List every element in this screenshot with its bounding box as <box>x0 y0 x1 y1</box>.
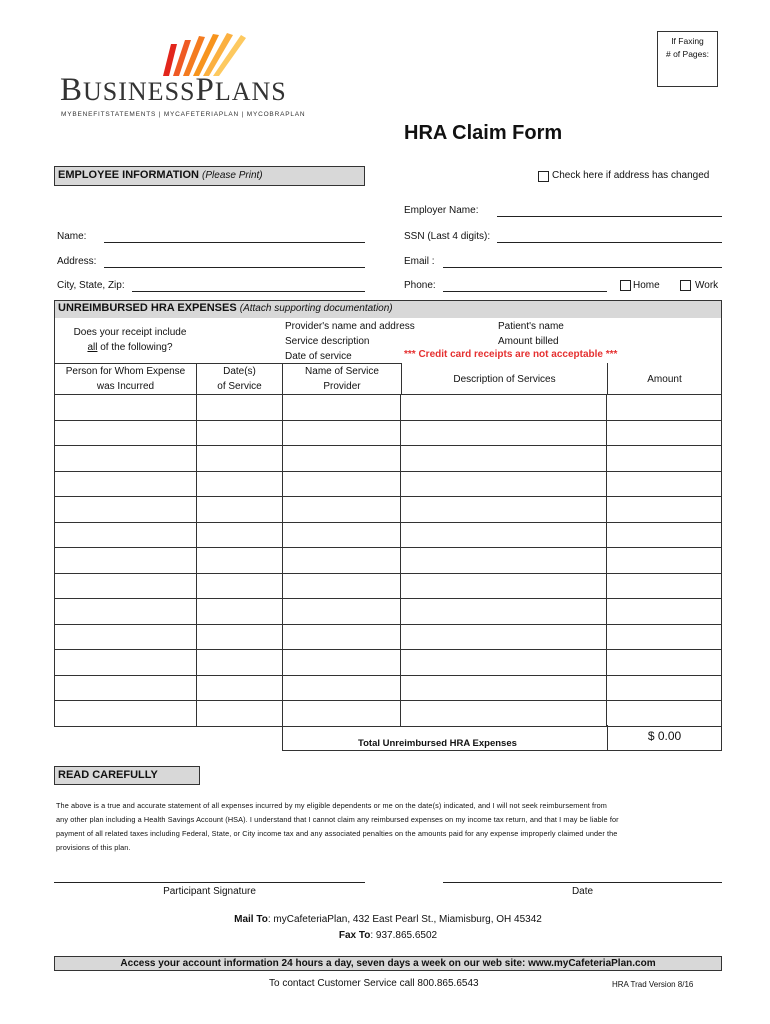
col-dates-line1: Date(s) <box>223 366 256 377</box>
expenses-title: UNREIMBURSED HRA EXPENSES <box>58 302 237 314</box>
date-cell[interactable] <box>196 675 282 701</box>
name-label: Name: <box>57 231 87 242</box>
company-logo <box>58 30 348 122</box>
amount-cell[interactable] <box>607 624 722 650</box>
provider-cell[interactable] <box>282 471 401 497</box>
col-dates-line2: of Service <box>217 381 262 392</box>
checklist-item: Provider's name and address <box>285 321 415 332</box>
total-label: Total Unreimbursed HRA Expenses <box>358 738 517 749</box>
person-cell[interactable] <box>55 573 197 599</box>
amount-cell[interactable] <box>607 471 722 497</box>
read-carefully-header: READ CAREFULLY <box>54 766 200 785</box>
mail-to-label: Mail To <box>234 914 268 925</box>
customer-service-line: To contact Customer Service call 800.865.6543 <box>269 978 479 989</box>
email-label: Email : <box>404 256 435 267</box>
fax-pages-label: # of Pages: <box>665 49 709 59</box>
date-cell[interactable] <box>196 471 282 497</box>
mail-to-line <box>54 914 722 925</box>
provider-cell[interactable] <box>282 395 401 421</box>
phone-label: Phone: <box>404 280 436 291</box>
employee-info-note: (Please Print) <box>202 170 263 181</box>
expense-row <box>55 548 722 574</box>
expense-grid-body <box>55 395 722 727</box>
description-cell[interactable] <box>401 395 607 421</box>
description-cell[interactable] <box>401 471 607 497</box>
receipt-question-rest: of the following? <box>97 342 173 353</box>
expenses-header <box>54 300 722 318</box>
checklist-left <box>285 319 415 364</box>
form-title: HRA Claim Form <box>404 122 563 144</box>
expense-row <box>55 446 722 472</box>
expense-row <box>55 624 722 650</box>
amount-cell[interactable] <box>607 548 722 574</box>
address-changed-checkbox[interactable] <box>538 171 549 182</box>
provider-cell[interactable] <box>282 446 401 472</box>
col-provider-line2: Provider <box>323 381 361 392</box>
date-field[interactable] <box>443 882 722 883</box>
date-cell[interactable] <box>196 446 282 472</box>
city-state-zip-field[interactable] <box>132 291 365 292</box>
expense-row <box>55 497 722 523</box>
fax-label: If Faxing <box>671 36 704 46</box>
col-provider-header <box>282 364 402 394</box>
expense-row <box>55 675 722 701</box>
address-changed-label: Check here if address has changed <box>552 170 710 181</box>
logo-tagline: MYBENEFITSTATEMENTS | MYCAFETERIAPLAN | MYCOBRAPLAN <box>61 111 306 118</box>
city-state-zip-label: City, State, Zip: <box>57 280 125 291</box>
website-access-banner: Access your account information 24 hours a day, seven days a week on our web site: www.myCafeteriaPlan.com <box>54 956 722 971</box>
description-cell[interactable] <box>401 624 607 650</box>
description-cell[interactable] <box>401 701 607 727</box>
expense-row <box>55 395 722 421</box>
date-cell[interactable] <box>196 624 282 650</box>
expense-row <box>55 701 722 727</box>
provider-cell[interactable] <box>282 573 401 599</box>
mail-to-address: : myCafeteriaPlan, 432 East Pearl St., Miamisburg, OH 45342 <box>267 914 542 925</box>
ssn-label: SSN (Last 4 digits): <box>404 231 491 242</box>
description-cell[interactable] <box>401 522 607 548</box>
person-cell[interactable] <box>55 420 197 446</box>
receipt-question-all: all <box>87 342 98 353</box>
checklist-right <box>498 319 564 349</box>
ssn-field[interactable] <box>497 242 722 243</box>
date-cell[interactable] <box>196 548 282 574</box>
person-cell[interactable] <box>55 701 197 727</box>
employer-name-label: Employer Name: <box>404 205 479 216</box>
date-cell[interactable] <box>196 420 282 446</box>
expense-row <box>55 650 722 676</box>
date-cell[interactable] <box>196 701 282 727</box>
date-cell[interactable] <box>196 497 282 523</box>
person-cell[interactable] <box>55 599 197 625</box>
provider-cell[interactable] <box>282 497 401 523</box>
col-description-header: Description of Services <box>453 374 556 385</box>
description-cell[interactable] <box>401 497 607 523</box>
checklist-item: Amount billed <box>498 336 559 347</box>
expense-row <box>55 599 722 625</box>
certification-line: The above is a true and accurate statement of all expenses incurred by my eligible dependents or me on the date(s) indicated, and I will not seek reimbursement from <box>56 801 607 810</box>
provider-cell[interactable] <box>282 701 401 727</box>
date-cell[interactable] <box>196 522 282 548</box>
date-cell[interactable] <box>196 573 282 599</box>
credit-card-warning: *** Credit card receipts are not acceptable *** <box>404 349 618 360</box>
receipt-question-line1: Does your receipt include <box>73 327 187 338</box>
date-cell[interactable] <box>196 395 282 421</box>
person-cell[interactable] <box>55 548 197 574</box>
col-person-line2: was Incurred <box>96 381 155 392</box>
amount-cell[interactable] <box>607 522 722 548</box>
col-amount-header: Amount <box>647 374 682 385</box>
name-field[interactable] <box>104 242 365 243</box>
amount-cell[interactable] <box>607 395 722 421</box>
description-cell[interactable] <box>401 548 607 574</box>
provider-cell[interactable] <box>282 650 401 676</box>
col-dates-header <box>196 364 283 394</box>
certification-line: any other plan including a Health Savings Account (HSA). I understand that I cannot claim any reimbursed expenses on my income tax return, and that I may be liable for <box>56 815 619 824</box>
phone-home-checkbox[interactable] <box>620 280 631 291</box>
total-amount: $ 0.00 <box>607 725 722 751</box>
provider-cell[interactable] <box>282 599 401 625</box>
provider-cell[interactable] <box>282 522 401 548</box>
certification-line: provisions of this plan. <box>56 843 131 852</box>
provider-cell[interactable] <box>282 675 401 701</box>
date-cell[interactable] <box>196 650 282 676</box>
person-cell[interactable] <box>55 650 197 676</box>
amount-cell[interactable] <box>607 573 722 599</box>
certification-paragraph <box>56 799 726 855</box>
amount-cell[interactable] <box>607 701 722 727</box>
employee-info-title: EMPLOYEE INFORMATION <box>58 169 199 181</box>
fax-to-number: : 937.865.6502 <box>370 930 438 941</box>
fax-pages-box[interactable] <box>657 31 718 87</box>
phone-field[interactable] <box>443 291 607 292</box>
amount-cell[interactable] <box>607 497 722 523</box>
provider-cell[interactable] <box>282 420 401 446</box>
phone-work-checkbox[interactable] <box>680 280 691 291</box>
logo-rays-icon <box>153 30 273 78</box>
logo-wordmark: BUSINESSPLANS <box>60 72 287 108</box>
expense-row <box>55 471 722 497</box>
receipt-question-line2 <box>60 340 200 355</box>
expense-row <box>55 573 722 599</box>
amount-cell[interactable] <box>607 446 722 472</box>
col-person-header <box>54 364 197 394</box>
signature-field[interactable] <box>54 882 365 883</box>
person-cell[interactable] <box>55 471 197 497</box>
col-provider-line1: Name of Service <box>305 366 379 377</box>
description-cell[interactable] <box>401 446 607 472</box>
person-cell[interactable] <box>55 446 197 472</box>
email-field[interactable] <box>443 267 722 268</box>
expense-entry-grid <box>54 394 722 727</box>
description-cell[interactable] <box>401 650 607 676</box>
person-cell[interactable] <box>55 522 197 548</box>
form-version: HRA Trad Version 8/16 <box>612 980 694 989</box>
amount-cell[interactable] <box>607 599 722 625</box>
col-person-line1: Person for Whom Expense <box>65 366 186 377</box>
person-cell[interactable] <box>55 624 197 650</box>
address-label: Address: <box>57 256 97 267</box>
date-label: Date <box>571 886 594 897</box>
person-cell[interactable] <box>55 497 197 523</box>
amount-cell[interactable] <box>607 650 722 676</box>
fax-to-line <box>54 930 722 941</box>
description-cell[interactable] <box>401 573 607 599</box>
phone-work-label: Work <box>695 280 719 291</box>
checklist-item: Service description <box>285 336 370 347</box>
expense-row <box>55 522 722 548</box>
certification-line: payment of all related taxes including Federal, State, or City income tax and any associated penalties on the amounts paid for any expense improperly claimed under the <box>56 829 618 838</box>
description-cell[interactable] <box>401 420 607 446</box>
employer-name-field[interactable] <box>497 216 722 217</box>
expense-row <box>55 420 722 446</box>
description-cell[interactable] <box>401 675 607 701</box>
employee-info-header <box>54 166 365 186</box>
expenses-note: (Attach supporting documentation) <box>239 303 393 314</box>
person-cell[interactable] <box>55 675 197 701</box>
amount-cell[interactable] <box>607 675 722 701</box>
address-field[interactable] <box>104 267 365 268</box>
amount-cell[interactable] <box>607 420 722 446</box>
signature-label: Participant Signature <box>163 886 256 897</box>
fax-to-label: Fax To <box>338 930 371 941</box>
phone-home-label: Home <box>633 280 660 291</box>
checklist-item: Patient's name <box>498 321 564 332</box>
person-cell[interactable] <box>55 395 197 421</box>
receipt-question <box>60 325 200 355</box>
checklist-item: Date of service <box>285 351 352 362</box>
date-cell[interactable] <box>196 599 282 625</box>
description-cell[interactable] <box>401 599 607 625</box>
provider-cell[interactable] <box>282 548 401 574</box>
provider-cell[interactable] <box>282 624 401 650</box>
